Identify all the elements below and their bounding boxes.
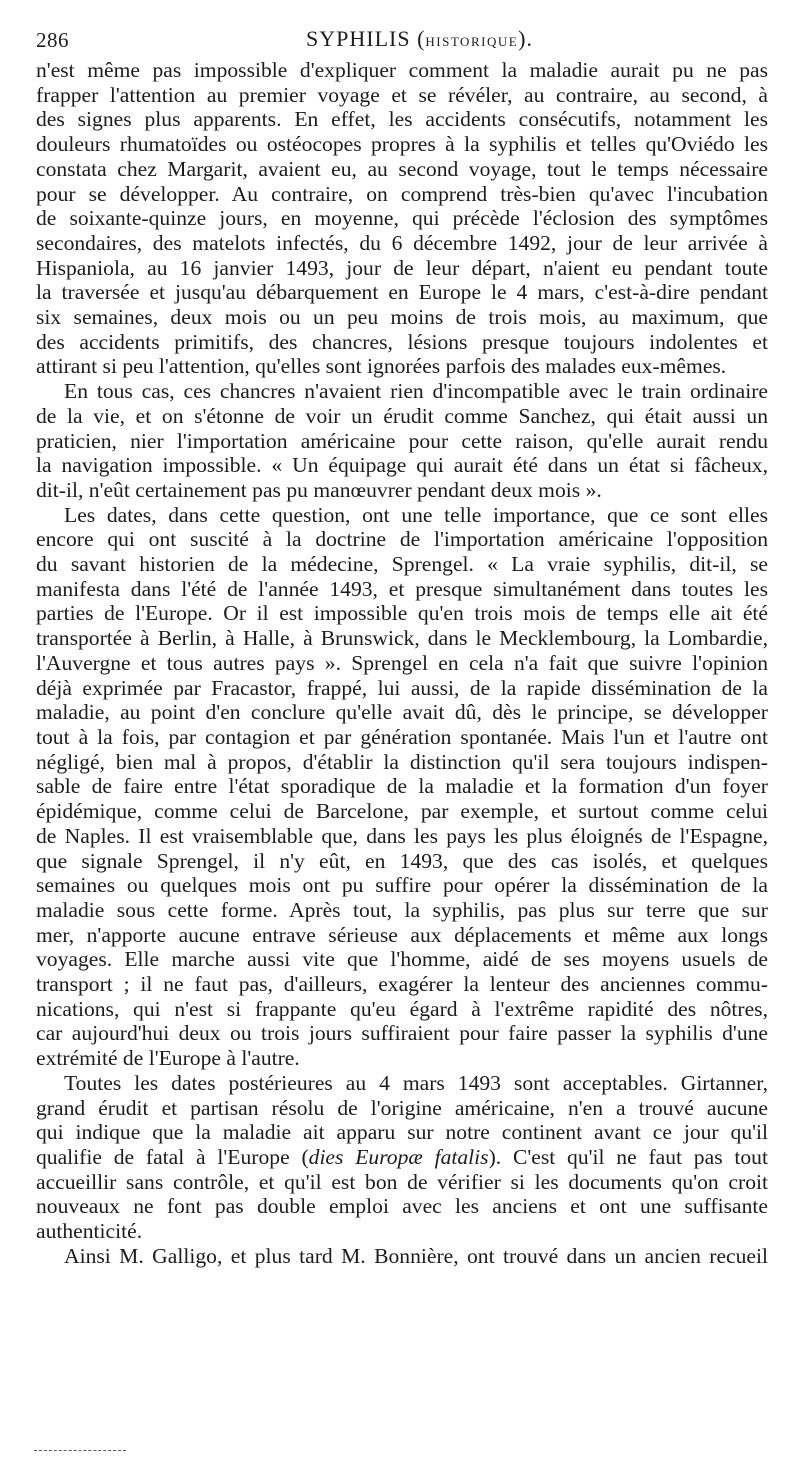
text-line: authenticité. bbox=[36, 1219, 143, 1244]
paragraph bbox=[36, 1071, 768, 1244]
text-line: négligé, bien mal à propos, d'établir la distinction qu'il sera toujours indispen- bbox=[36, 749, 768, 774]
text-line: Les dates, dans cette question, ont une telle importance, que ce sont elles bbox=[64, 502, 768, 527]
text-line: nications, qui n'est si frappante qu'eu égard à l'extrême rapidité des nôtres, bbox=[36, 996, 768, 1021]
text-line: du savant historien de la médecine, Sprengel. « La vraie syphilis, dit-il, se bbox=[36, 552, 768, 577]
text-line: attirant si peu l'attention, qu'elles sont ignorées parfois des malades eux-mêmes. bbox=[36, 354, 727, 379]
text-line: frapper l'attention au premier voyage et se révéler, au contraire, au second, à bbox=[36, 82, 768, 107]
running-head bbox=[36, 20, 766, 54]
text-line: maladie sous cette forme. Après tout, la syphilis, pas plus sur terre que sur bbox=[36, 897, 768, 922]
paragraph bbox=[36, 503, 768, 1071]
text-line: voyages. Elle marche aussi vite que l'homme, aidé de ses moyens usuels de bbox=[36, 947, 768, 972]
text-line: des signes plus apparents. En effet, les accidents consécutifs, notamment les bbox=[36, 107, 768, 132]
text-line: nouveaux ne font pas double emploi avec les anciens et ont une suffisante bbox=[36, 1194, 768, 1219]
text-line: qui indique que la maladie ait apparu sur notre continent avant ce jour qu'il bbox=[36, 1120, 768, 1145]
running-title-subtitle: HISTORIQUE bbox=[425, 34, 519, 49]
footnote-rule bbox=[34, 1450, 126, 1451]
text-line: tout à la fois, par contagion et par génération spontanée. Mais l'un et l'autre ont bbox=[36, 724, 768, 749]
text-line: épidémique, comme celui de Barcelone, par exemple, et surtout comme celui bbox=[36, 799, 768, 824]
text-line: de soixante-quinze jours, en moyenne, qui précède l'éclosion des symptômes bbox=[36, 206, 768, 231]
running-title-open-paren: ( bbox=[417, 26, 426, 51]
text-line: déjà exprimée par Fracastor, frappé, lui aussi, de la rapide dissémination de la bbox=[36, 675, 768, 700]
text-line: la traversée et jusqu'au débarquement en Europe le 4 mars, c'est-à-dire pendant bbox=[36, 280, 768, 305]
text-line: la navigation impossible. « Un équipage qui aurait été dans un état si fâcheux, bbox=[36, 453, 768, 478]
text-line: secondaires, des matelots infectés, du 6 décembre 1492, jour de leur arrivée à bbox=[36, 230, 768, 255]
text-line: semaines ou quelques mois ont pu suffire pour opérer la dissémination de la bbox=[36, 873, 768, 898]
running-title-main: SYPHILIS bbox=[306, 26, 411, 51]
text-line: extrémité de l'Europe à l'autre. bbox=[36, 1046, 300, 1071]
text-line: Hispaniola, au 16 janvier 1493, jour de leur départ, n'aient eu pendant toute bbox=[36, 255, 768, 280]
text-line: n'est même pas impossible d'expliquer comment la maladie aurait pu ne pas bbox=[36, 58, 768, 82]
text-line: mer, n'apporte aucune entrave sérieuse aux déplacements et même aux longs bbox=[36, 922, 768, 947]
text-line: de Naples. Il est vraisemblable que, dans les pays les plus éloignés de l'Espagne, bbox=[36, 823, 768, 848]
text-line: six semaines, deux mois ou un peu moins de trois mois, au maximum, que bbox=[36, 305, 768, 330]
page-number: 286 bbox=[36, 28, 69, 52]
text-line: encore qui ont suscité à la doctrine de l'importation américaine l'opposition bbox=[36, 527, 768, 552]
paragraph bbox=[36, 1244, 768, 1269]
text-line: accueillir sans contrôle, et qu'il est bon de vérifier si les documents qu'on croit bbox=[36, 1169, 768, 1194]
text-line: parties de l'Europe. Or il est impossible qu'en trois mois de temps elle ait été bbox=[36, 601, 768, 626]
text-line: maladie, au point d'en conclure qu'elle avait dû, dès le principe, se développer bbox=[36, 700, 768, 725]
text-line: des accidents primitifs, des chancres, lésions presque toujours indolentes et bbox=[36, 329, 768, 354]
text-line: que signale Sprengel, il n'y eût, en 1493, que des cas isolés, et quelques bbox=[36, 848, 768, 873]
running-title bbox=[306, 26, 533, 52]
text-line: manifesta dans l'été de l'année 1493, et presque simultanément dans toutes les bbox=[36, 576, 768, 601]
running-title-close-paren: ). bbox=[518, 26, 533, 51]
text-line: constata chez Margarit, avaient eu, au second voyage, tout le temps nécessaire bbox=[36, 156, 768, 181]
body-text bbox=[36, 58, 768, 1268]
text-line: praticien, nier l'importation américaine pour cette raison, qu'elle aurait rendu bbox=[36, 428, 768, 453]
text-line: Toutes les dates postérieures au 4 mars 1493 sont acceptables. Girtanner, bbox=[64, 1070, 768, 1095]
text-line: l'Auvergne et tous autres pays ». Sprengel en cela n'a fait que suivre l'opinion bbox=[36, 650, 768, 675]
text-line: car aujourd'hui deux ou trois jours suffiraient pour faire passer la syphilis d'une bbox=[36, 1021, 768, 1046]
text-line: de la vie, et on s'étonne de voir un érudit comme Sanchez, qui était aussi un bbox=[36, 403, 768, 428]
text-line: Ainsi M. Galligo, et plus tard M. Bonnière, ont trouvé dans un ancien recueil bbox=[64, 1243, 768, 1268]
latin-phrase: dies Europæ fatalis bbox=[308, 1144, 489, 1169]
text-line: qualifie de fatal à l'Europe (dies Europæ fatalis). C'est qu'il ne faut pas tout bbox=[36, 1144, 768, 1169]
paragraph bbox=[36, 379, 768, 503]
paragraph bbox=[36, 58, 768, 379]
text-line: En tous cas, ces chancres n'avaient rien d'incompatible avec le train ordinaire bbox=[64, 379, 768, 404]
text-line: douleurs rhumatoïdes ou ostéocopes propres à la syphilis et telles qu'Oviédo les bbox=[36, 132, 768, 157]
text-line: pour se développer. Au contraire, on comprend très-bien qu'avec l'incubation bbox=[36, 181, 768, 206]
text-line: transportée à Berlin, à Halle, à Brunswick, dans le Mecklembourg, la Lombardie, bbox=[36, 626, 768, 651]
text-line: dit-il, n'eût certainement pas pu manœuvrer pendant deux mois ». bbox=[36, 477, 602, 502]
text-line: transport ; il ne faut pas, d'ailleurs, exagérer la lenteur des anciennes commu- bbox=[36, 972, 768, 997]
text-line: grand érudit et partisan résolu de l'origine américaine, n'en a trouvé aucune bbox=[36, 1095, 768, 1120]
text-line: sable de faire entre l'état sporadique de la maladie et la formation d'un foyer bbox=[36, 774, 768, 799]
